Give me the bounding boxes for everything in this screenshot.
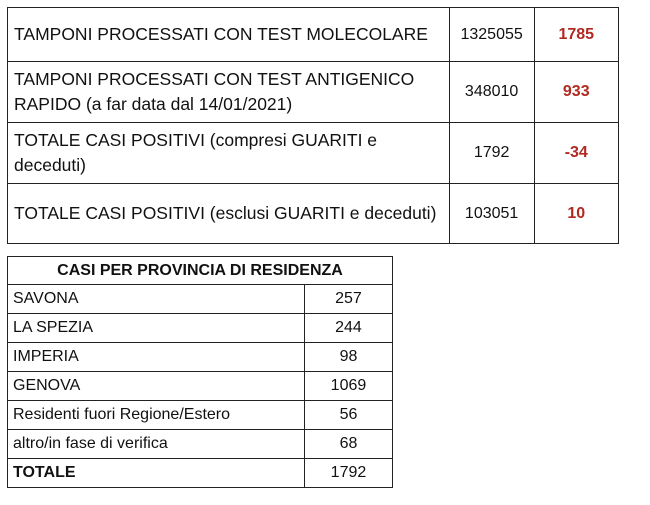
summary-table: [7, 7, 619, 244]
province-row: [8, 372, 393, 401]
province-name: GENOVA: [8, 372, 305, 401]
summary-label: TAMPONI PROCESSATI CON TEST ANTIGENICO RAPIDO (a far data dal 14/01/2021): [8, 62, 450, 123]
summary-row: [8, 8, 619, 62]
province-row: [8, 401, 393, 430]
summary-row: [8, 184, 619, 244]
province-value: 244: [304, 314, 392, 343]
province-value: 68: [304, 430, 392, 459]
province-value: 257: [304, 285, 392, 314]
province-table-title: CASI PER PROVINCIA DI RESIDENZA: [8, 257, 393, 285]
province-name: Residenti fuori Regione/Estero: [8, 401, 305, 430]
summary-label: TAMPONI PROCESSATI CON TEST MOLECOLARE: [8, 8, 450, 62]
province-row: [8, 343, 393, 372]
summary-delta: 933: [534, 62, 619, 123]
province-row: [8, 314, 393, 343]
province-name: altro/in fase di verifica: [8, 430, 305, 459]
province-name: LA SPEZIA: [8, 314, 305, 343]
summary-delta: -34: [534, 123, 619, 184]
province-row: [8, 285, 393, 314]
province-row: [8, 430, 393, 459]
province-total-row: [8, 459, 393, 488]
summary-value: 1325055: [449, 8, 534, 62]
summary-value: 103051: [449, 184, 534, 244]
summary-value: 348010: [449, 62, 534, 123]
province-name: IMPERIA: [8, 343, 305, 372]
summary-row: [8, 62, 619, 123]
province-total-value: 1792: [304, 459, 392, 488]
summary-label: TOTALE CASI POSITIVI (esclusi GUARITI e deceduti): [8, 184, 450, 244]
province-value: 1069: [304, 372, 392, 401]
province-value: 98: [304, 343, 392, 372]
summary-delta: 10: [534, 184, 619, 244]
summary-row: [8, 123, 619, 184]
summary-value: 1792: [449, 123, 534, 184]
province-table: [7, 256, 393, 488]
summary-label: TOTALE CASI POSITIVI (compresi GUARITI e deceduti): [8, 123, 450, 184]
province-header-row: [8, 257, 393, 285]
province-total-label: TOTALE: [8, 459, 305, 488]
province-value: 56: [304, 401, 392, 430]
summary-delta: 1785: [534, 8, 619, 62]
province-name: SAVONA: [8, 285, 305, 314]
